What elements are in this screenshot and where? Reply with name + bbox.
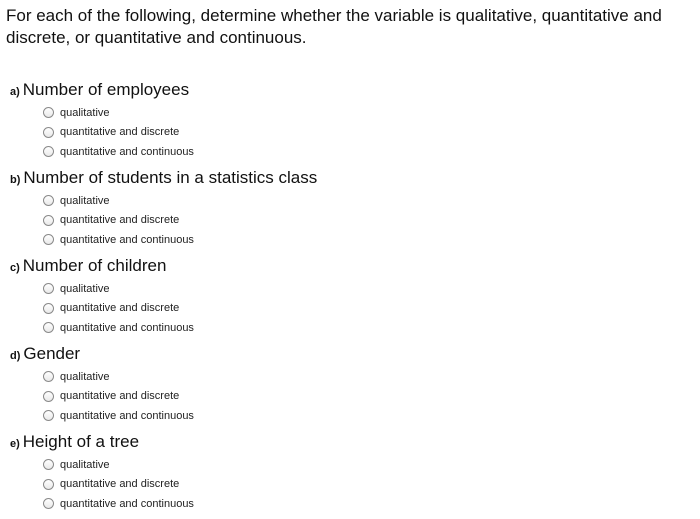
question-heading <box>10 79 690 103</box>
option-group <box>10 191 690 250</box>
option-label: quantitative and continuous <box>60 233 194 246</box>
question-text: Number of students in a statistics class <box>23 168 318 187</box>
radio-button-icon[interactable] <box>43 234 54 245</box>
radio-button-icon[interactable] <box>43 410 54 421</box>
radio-button-icon[interactable] <box>43 195 54 206</box>
question-heading <box>10 255 690 279</box>
option-label: qualitative <box>60 106 110 119</box>
question-letter: d) <box>10 350 21 362</box>
option-label: quantitative and discrete <box>60 478 180 491</box>
question-d <box>10 343 690 431</box>
question-c <box>10 255 690 343</box>
radio-button-icon[interactable] <box>43 283 54 294</box>
option-label: quantitative and continuous <box>60 409 194 422</box>
option-label: qualitative <box>60 370 110 383</box>
question-heading <box>10 343 690 367</box>
radio-button-icon[interactable] <box>43 391 54 402</box>
option-group <box>10 103 690 162</box>
option-qualitative[interactable] <box>43 455 690 475</box>
question-letter: a) <box>10 86 20 98</box>
question-text: Gender <box>23 344 81 363</box>
option-label: qualitative <box>60 194 110 207</box>
radio-button-icon[interactable] <box>43 127 54 138</box>
option-group <box>10 367 690 426</box>
option-quantitative-continuous[interactable] <box>43 494 690 514</box>
radio-button-icon[interactable] <box>43 498 54 509</box>
option-label: quantitative and discrete <box>60 390 180 403</box>
radio-button-icon[interactable] <box>43 479 54 490</box>
question-heading <box>10 431 690 455</box>
radio-button-icon[interactable] <box>43 371 54 382</box>
radio-button-icon[interactable] <box>43 215 54 226</box>
option-group <box>10 279 690 338</box>
option-quantitative-discrete[interactable] <box>43 387 690 407</box>
radio-button-icon[interactable] <box>43 107 54 118</box>
radio-button-icon[interactable] <box>43 459 54 470</box>
instructions-text: For each of the following, determine whether the variable is qualitative, quantitative and discrete, or quantitative and continuous. <box>6 6 662 47</box>
option-quantitative-continuous[interactable] <box>43 406 690 426</box>
radio-button-icon[interactable] <box>43 322 54 333</box>
question-text: Number of children <box>22 256 167 275</box>
option-qualitative[interactable] <box>43 279 690 299</box>
question-a <box>10 79 690 167</box>
option-label: quantitative and discrete <box>60 214 180 227</box>
question-letter: c) <box>10 262 20 274</box>
option-quantitative-continuous[interactable] <box>43 318 690 338</box>
option-quantitative-discrete[interactable] <box>43 211 690 231</box>
option-quantitative-discrete[interactable] <box>43 475 690 495</box>
question-b <box>10 167 690 255</box>
radio-button-icon[interactable] <box>43 146 54 157</box>
question-text: Number of employees <box>22 80 190 99</box>
question-list <box>10 79 690 519</box>
question-letter: e) <box>10 438 20 450</box>
option-label: qualitative <box>60 282 110 295</box>
option-label: quantitative and continuous <box>60 321 194 334</box>
question-letter: b) <box>10 174 21 186</box>
option-quantitative-discrete[interactable] <box>43 299 690 319</box>
option-label: qualitative <box>60 458 110 471</box>
radio-button-icon[interactable] <box>43 303 54 314</box>
question-e <box>10 431 690 519</box>
option-qualitative[interactable] <box>43 367 690 387</box>
question-heading <box>10 167 690 191</box>
option-qualitative[interactable] <box>43 103 690 123</box>
option-qualitative[interactable] <box>43 191 690 211</box>
option-group <box>10 455 690 514</box>
option-quantitative-continuous[interactable] <box>43 230 690 250</box>
option-label: quantitative and discrete <box>60 302 180 315</box>
option-quantitative-continuous[interactable] <box>43 142 690 162</box>
option-label: quantitative and continuous <box>60 497 194 510</box>
question-text: Height of a tree <box>22 432 140 451</box>
option-label: quantitative and discrete <box>60 126 180 139</box>
option-label: quantitative and continuous <box>60 145 194 158</box>
option-quantitative-discrete[interactable] <box>43 123 690 143</box>
